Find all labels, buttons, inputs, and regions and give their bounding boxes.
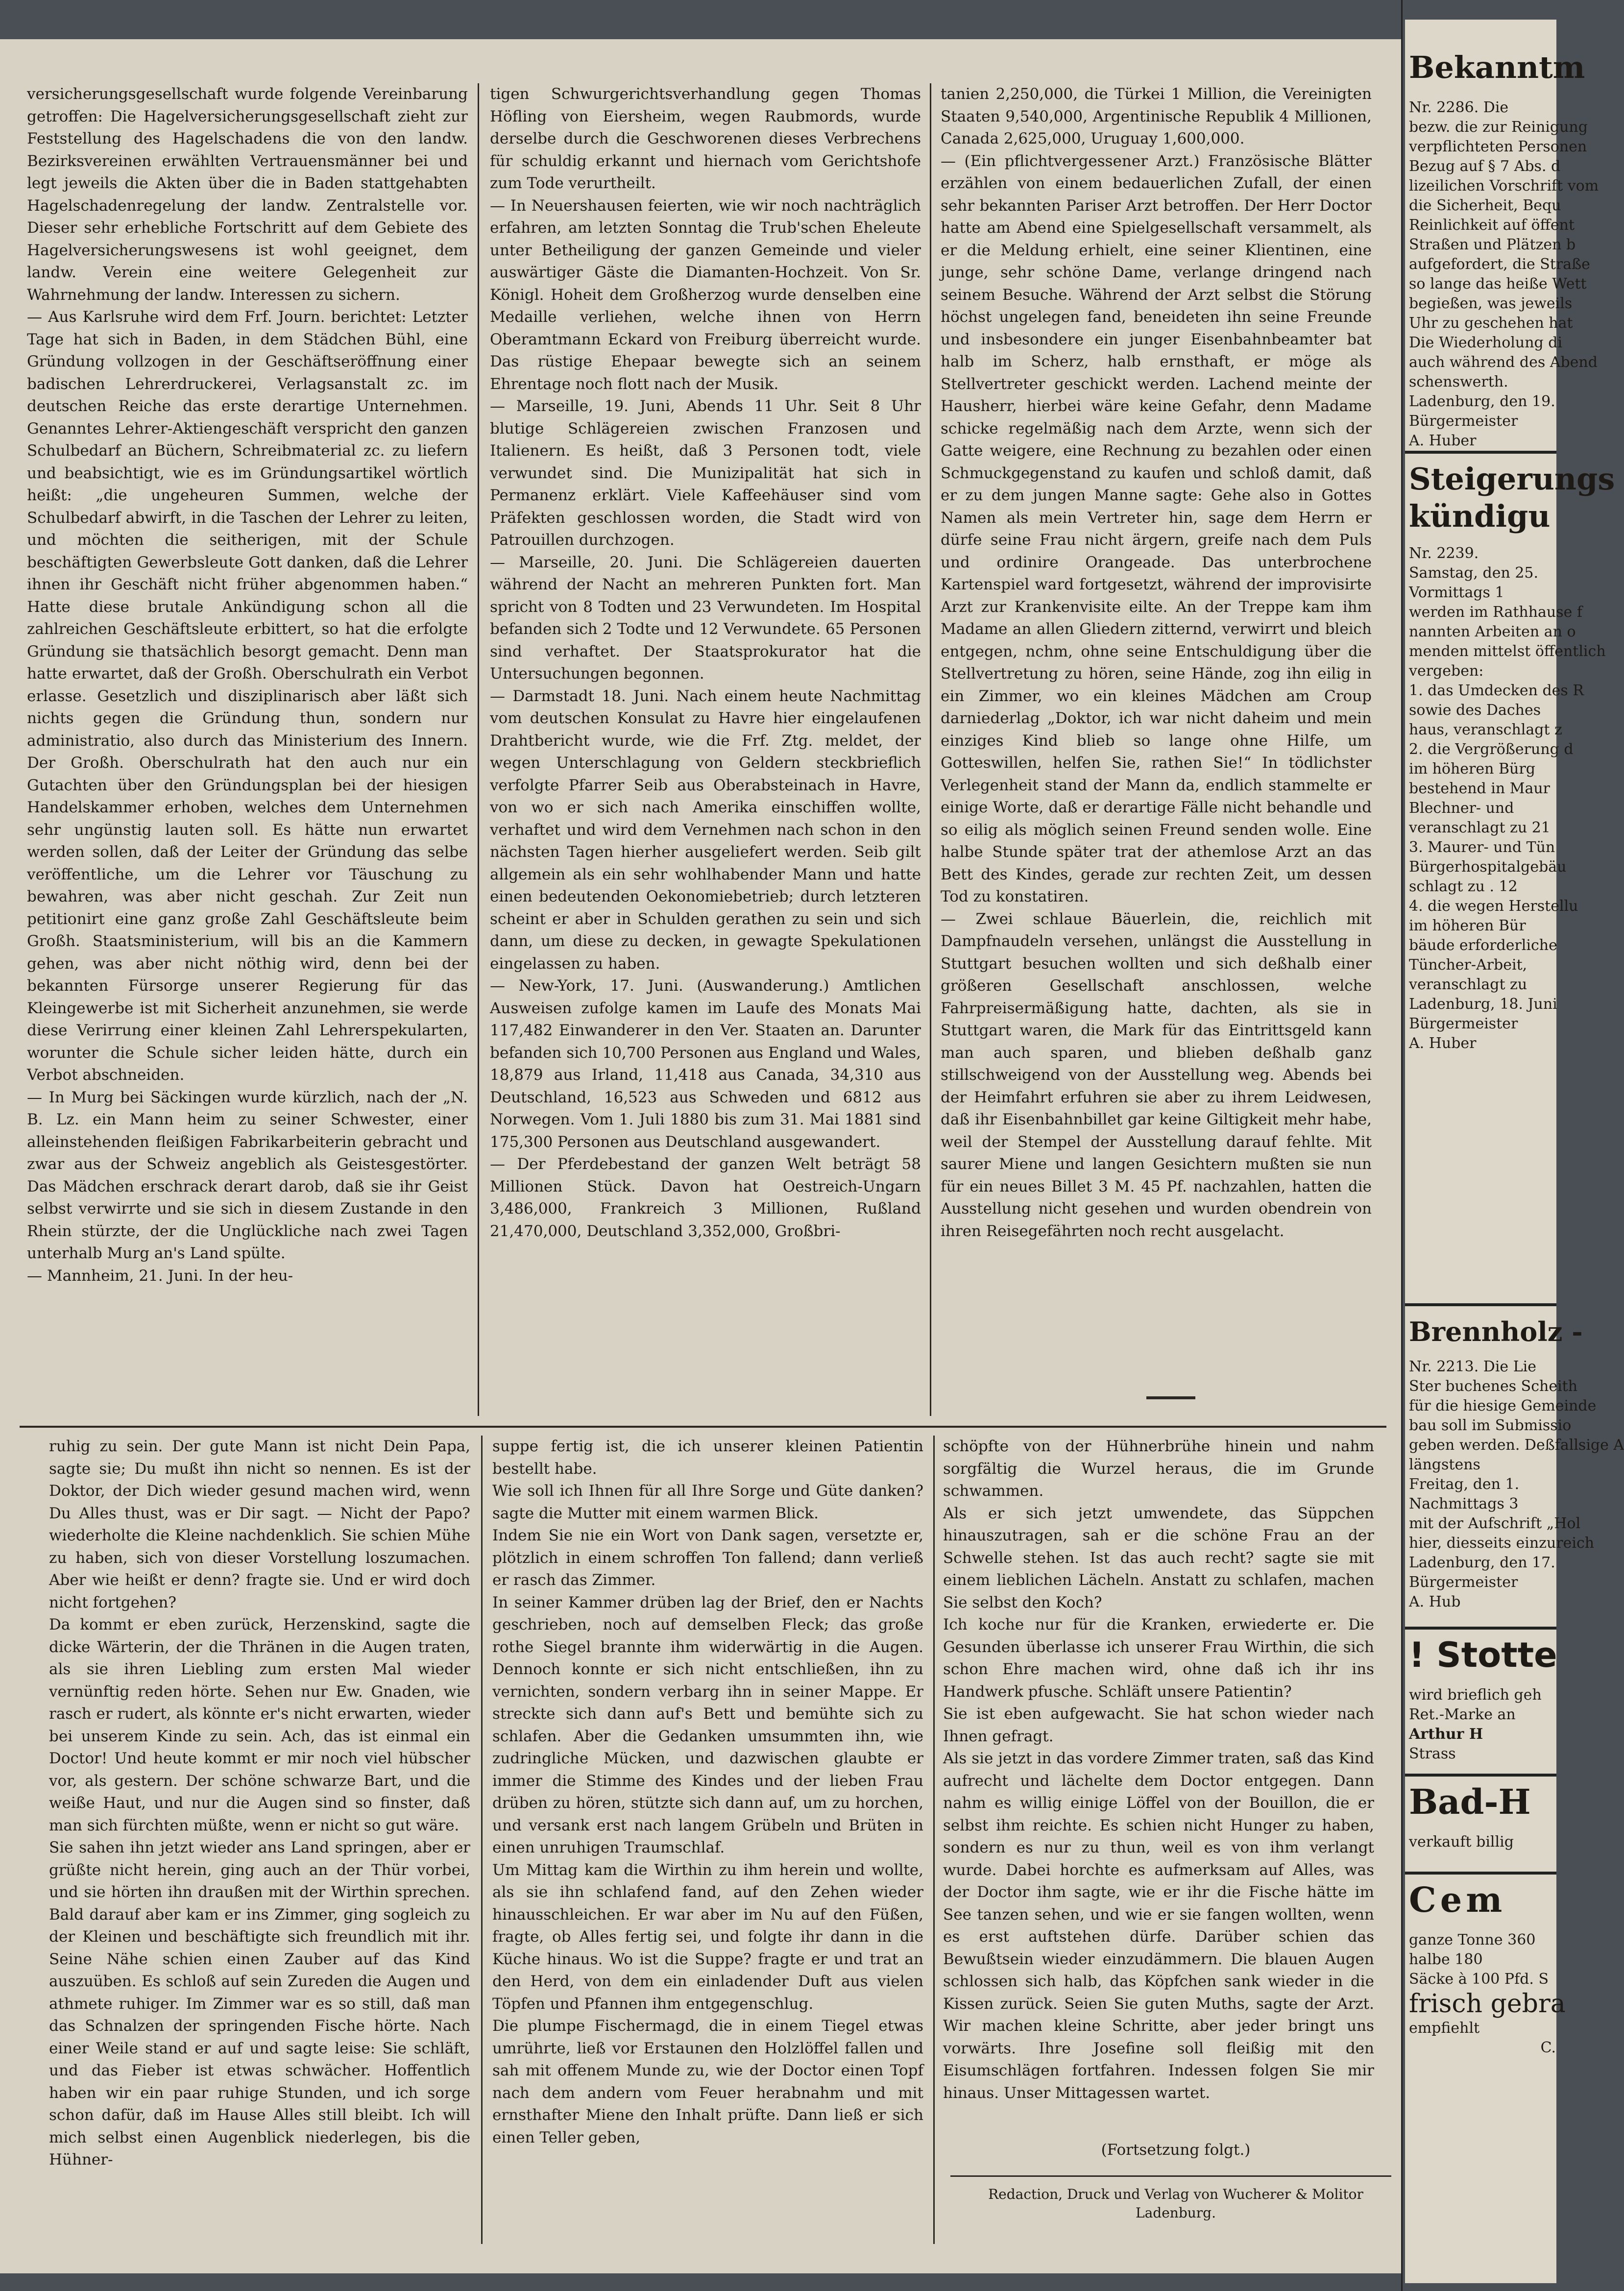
- article-paragraph: — (Ein pflichtvergessener Arzt.) Französische Blätter erzählen von einem bedauerlichen Zufall, der einen sehr bekannten Pariser Arzt betroffen. Der Herr Doctor hatte am Abend eine Spielgesellschaft versammelt, als er die Meldung erhielt, eine seiner Klientinen, eine junge, sehr schöne Dame, verlange dringend nach seinem Besuche. Während der Arzt selbst die Störung höchst ungelegen fand, beneideten ihn seine Freunde und insbesondere ein junger Eisenbahnbeamter bat halb im Scherz, halb ernsthaft, er möge als Stellvertreter geschickt werden. Lachend meinte der Hausherr, hierbei wäre keine Gefahr, denn Madame schicke regelmäßig nach dem Arzte, wenn sich der Gatte weigere, eine Rechnung zu bezahlen oder einen Schmuckgegenstand zu kaufen und schloß damit, daß er zu dem jungen Manne sagte: Gehe also in Gottes Namen als mein Vertreter hin, sage dem Herrn er dürfe seine Frau nicht ärgern, greife nach dem Puls und ordinire Orangeade. Das unterbrochene Kartenspiel ward fortgesetzt, während der improvisirte Arzt zur Krankenvisite eilte. An der Treppe kam ihm Madame an allen Gliedern zitternd, verwirrt und bleich entgegen, nchm, ohne seine Entschuldigung über die Stellvertretung zu hören, seine Hände, zog ihn eilig in ein Zimmer, wo ein kleines Mädchen am Croup darniederlag „Doktor, ich war nicht daheim und mein einziges Kind blieb so lange ohne Hilfe, um Gotteswillen, helfen Sie, rathen Sie!“ In tödlichster Verlegenheit stand der Mann da, endlich stammelte er einige Worte, daß er derartige Fälle nicht behandle und so eilig als möglich seinen Freund senden wolle. Eine halbe Stunde später trat der athemlose Arzt an das Bett des Kindes, gerade zur rechten Zeit, um dessen Tod zu konstatiren.: [941, 152, 1372, 905]
- column-divider: [481, 1436, 483, 2244]
- story-paragraph: ruhig zu sein. Der gute Mann ist nicht Dein Papa, sagte sie; Du mußt ihn nicht so nennen. Es ist der Doktor, der Dich wieder gesund machen wird, wenn Du Alles thust, was er Dir sagt. — Nicht der Papo? wiederholte die Kleine nachdenklich. Sie schien Mühe zu haben, sich von dieser Vorstellung loszumachen. Aber wie heißt er denn? fragte sie. Und er wird doch nicht fortgehen?: [49, 1438, 470, 1611]
- ad-body: wird brieflich geh Ret.-Marke an Arthur H Strass: [1409, 1686, 1542, 1762]
- article-paragraph: — Aus Karlsruhe wird dem Frf. Journ. berichtet: Letzter Tage hat sich in Baden, in dem Städchen Bühl, eine Gründung vollzogen in der Geschäftseröffnung einer badischen Lehrerdruckerei, Verlagsanstalt zc. im deutschen Reiche das erste derartige Unternehmen. Genanntes Lehrer-Aktiengeschäft verspricht den ganzen Schulbedarf an Büchern, Schreibmaterial zc. zu liefern und beabsichtigt, wie es im Gründungsartikel wörtlich heißt: „die ungeheuren Summen, welche der Schulbedarf abwirft, in die Taschen der Lehrer zu leiten, und möchten die seitherigen, mit der Schule beschäftigten Gewerbsleute Gott danken, daß die Lehrer ihnen ihr Geschäft nicht früher abgenommen haben.“ Hatte diese brutale Ankündigung schon all die zahlreichen Geschäftsleute erbittert, so hat die erfolgte Gründung sie thatsächlich besorgt gemacht. Denn man hatte erwartet, daß der Großh. Oberschulrath ein Verbot erlasse. Gesetzlich und disziplinarisch aber läßt sich nichts gegen die Gründung thun, sondern nur administratio, also durch das Ministerium des Innern. Der Großh. Oberschulrath hat den auch nur ein Gutachten über den Gründungsplan bei der hiesigen Handelskammer erhoben, welches dem Unternehmen sehr ungünstig lauten soll. Es hätte nun erwartet werden sollen, daß der Leiter der Gründung das selbe veröffentliche, um die Lehrer vor Täuschung zu bewahren, was aber nicht geschah. Zur Zeit nun petitionirt eine ganz große Zahl Geschäftsleute beim Großh. Staatsministerium, will bis an die Kammern gehen, was aber nicht nöthig wird, denn bei der bekannten Fürsorge unserer Regierung für das Kleingewerbe ist mit Sicherheit anzunehmen, sie werde diese Verirrung einer kleinen Zahl Lehrerspekularten, worunter die Schule sicher leiden hätte, durch ein Verbot abschneiden.: [27, 308, 468, 1084]
- column-bottom-2: [492, 1436, 923, 2264]
- story-paragraph: Indem Sie nie ein Wort von Dank sagen, versetzte er, plötzlich in einem schroffen Ton fallend; dann verließ er rasch das Zimmer.: [492, 1527, 923, 1589]
- article-paragraph: — Marseille, 20. Juni. Die Schlägereien dauerten während der Nacht an mehreren Punkten fort. Man spricht von 8 Todten und 23 Verwundeten. Im Hospital befanden sich 2 Todte und 12 Verwundete. 65 Personen sind verhaftet. Der Staatsprokurator hat die Untersuchungen begonnen.: [490, 553, 921, 682]
- ad-border: [1405, 451, 1556, 454]
- story-paragraph: Die plumpe Fischermagd, die in einem Tiegel etwas umrührte, ließ vor Erstaunen den Holzlöffel fallen und sah mit offenem Munde zu, wie der Doctor einen Topf nach dem andern vom Feuer herabnahm und mit ernsthafter Miene den Inhalt prüfte. Dann ließ er sich einen Teller geben,: [492, 2017, 923, 2146]
- notice-heading: Steigerungs kündigu: [1409, 461, 1615, 534]
- notice-body: Nr. 2286. Die bezw. die zur Reinigung verpflichteten Personen Bezug auf § 7 Abs. d lizeilichen Vorschrift vom die Sicherheit, Bequ Reinlichkeit auf öffent Straßen und Plätzen b aufgefordert, die Straße so lange das heiße Wett begießen, was jeweils Uhr zu geschehen hat Die Wiederholung di auch während des Abend schenswerth. Ladenburg, den 19. Bürgermeister A. Huber: [1409, 99, 1599, 449]
- notice-heading: Brennholz -: [1409, 1316, 1583, 1347]
- column-bottom-3: [943, 1436, 1374, 2131]
- article-paragraph: — Marseille, 19. Juni, Abends 11 Uhr. Seit 8 Uhr blutige Schlägereien zwischen Franzosen und Italienern. Es heißt, daß 3 Personen todt, viele verwundet sind. Die Munizipalität hat sich in Permanenz erklärt. Viele Kaffeehäuser sind vom Präfekten geschlossen worden, die Stadt wird von Patrouillen durchzogen.: [490, 397, 921, 549]
- story-paragraph: Da kommt er eben zurück, Herzenskind, sagte die dicke Wärterin, der die Thränen in die Augen traten, als sie ihren Liebling zum ersten Mal wieder vernünftig reden hörte. Sehen nur Ew. Gnaden, wie rasch er rudert, als könnte er's nicht erwarten, wieder bei unserem Kinde zu sein. Ach, das ist einmal ein Doctor! Und heute kommt er mir noch viel hübscher vor, als gestern. Der schöne schwarze Bart, und die weiße Haut, und nur die Augen sind so finster, daß man sich fürchten müßte, wenn er nicht so gut wäre.: [49, 1616, 470, 1834]
- story-paragraph: Sie sahen ihn jetzt wieder ans Land springen, aber er grüßte nicht herein, ging auch an der Thür vorbei, und sie hörten ihn draußen mit der Wirthin sprechen. Bald darauf aber kam er ins Zimmer, ging sogleich zu der Kleinen und beschäftigte sich freundlich mit ihr. Seine Nähe schien einen Zauber auf das Kind auszuüben. Es schloß auf sein Zureden die Augen und athmete ruhiger. Im Zimmer war es so still, daß man das Schnalzen der springenden Fische hörte. Nach einer Weile stand er auf und sagte leise: Sie schläft, und das Fieber ist etwas schwächer. Hoffentlich haben wir ein paar ruhige Stunden, und ich sorge schon dafür, daß im Hause Alles still bleibt. Ich will mich selbst einen Augenblick niederlegen, bis die Hühner-: [49, 1839, 470, 2169]
- notice-heading: Bekanntm: [1409, 49, 1585, 85]
- story-paragraph: schöpfte von der Hühnerbrühe hinein und nahm sorgfältig die Wurzel heraus, die im Grunde schwammen.: [943, 1438, 1374, 1500]
- notice-body: Nr. 2239. Samstag, den 25. Vormittags 1 werden im Rathhause f nannten Arbeiten an o menden mittelst öffentlich vergeben: 1. das Umdecken des R sowie des Daches haus, veranschlagt z 2. die Vergrößerung d im höheren Bürg bestehend in Maur Blechner- und veranschlagt zu 21 3. Maurer- und Tün Bürgerhospitalgebäu schlagt zu . 12 4. die wegen Herstellu im höheren Bür bäude erforderliche Tüncher-Arbeit, veranschlagt zu Ladenburg, 18. Juni Bürgermeister A. Huber: [1409, 545, 1606, 1052]
- article-paragraph: — Zwei schlaue Bäuerlein, die, reichlich mit Dampfnaudeln versehen, unlängst die Ausstellung in Stuttgart besuchen wollten und sich deßhalb einer größeren Gesellschaft anschlossen, welche Fahrpreisermäßigung hatte, dachten, als sie in Stuttgart waren, die Mark für das Eintrittsgeld kann man auch sparen, und blieben deßhalb ganz stillschweigend von der Ausstellung weg. Abends bei der Heimfahrt erfuhren sie aber zu ihrem Leidwesen, daß ihr Eisenbahnbillet gar keine Giltigkeit mehr habe, weil der Stempel der Ausstellung darauf fehlte. Mit saurer Miene und langen Gesichtern mußten sie nun für ein neues Billet 3 M. 45 Pf. nachzahlen, hatten die Ausstellung nicht gesehen und wurden obendrein von ihren Reisegefährten noch recht ausgelacht.: [941, 910, 1372, 1240]
- binding-gutter: [1401, 0, 1403, 2291]
- article-paragraph: — In Neuershausen feierten, wie wir noch nachträglich erfahren, am letzten Sonntag die Trub'schen Eheleute unter Betheiligung der ganzen Gemeinde und vieler auswärtiger Gäste die Diamanten-Hochzeit. Von Sr. Königl. Hoheit dem Großherzog wurde denselben eine Medaille verliehen, welche ihnen von Herrn Oberamtmann Eckard von Freiburg überreicht wurde. Das rüstige Ehepaar bewegte sich an seinem Ehrentage noch flott nach der Musik.: [490, 196, 921, 393]
- article-paragraph: versicherungsgesellschaft wurde folgende Vereinbarung getroffen: Die Hagelversicherungsgesellschaft zieht zur Feststellung des Hagelschadens die von den landw. Bezirksvereinen erwählten Vertrauensmänner bei und legt jeweils die Akten über die in Baden stattgehabten Hagelschadenregelung der landw. Zentralstelle vor. Dieser sehr erhebliche Fortschritt auf dem Gebiete des Hagelversicherungswesens ist wohl geeignet, dem landw. Verein eine weitere Gelegenheit zur Wahrnehmung der landw. Interessen zu sichern.: [27, 85, 468, 304]
- newspaper-page: [0, 39, 1401, 2273]
- article-paragraph: tigen Schwurgerichtsverhandlung gegen Thomas Höfling von Eiersheim, wegen Raubmords, wurde derselbe durch die Geschworenen dieses Verbrechens für schuldig erkannt und hiernach vom Gerichtshofe zum Tode verurtheilt.: [490, 85, 921, 192]
- imprint-line: Redaction, Druck und Verlag von Wucherer & Molitor: [988, 2186, 1363, 2202]
- column-divider: [930, 83, 931, 1416]
- story-paragraph: Als er sich jetzt umwendete, das Süppchen hinauszutragen, sah er die schöne Frau an der Schwelle stehen. Ist das auch recht? sagte sie mit einem lieblichen Lächeln. Anstatt zu schlafen, machen Sie selbst den Koch?: [943, 1504, 1374, 1611]
- ad-heading: Cem: [1409, 1879, 1506, 1920]
- column-divider: [933, 1436, 935, 2244]
- story-paragraph: Als sie jetzt in das vordere Zimmer traten, saß das Kind aufrecht und lächelte dem Doctor entgegen. Dann nahm es willig einige Löffel von der Bouillon, die er selbst ihm reichte. Es schien nicht Hunger zu haben, sondern es nur zu thun, weil es von ihm verlangt wurde. Dabei horchte es aufmerksam auf Alles, was der Doctor ihm sagte, wie er ihr die Fische hätte im See tanzen sehen, und wie er sie fangen wollten, wenn es erst auftstehen dürfe. Darüber schien das Bewußtsein wieder einzudämmern. Die blauen Augen schlossen sich halb, das Köpfchen sank wieder in die Kissen zurück. Seien Sie guten Muths, sagte der Arzt. Wir machen kleine Schritte, aber jeder bringt uns vorwärts. Ihre Josefine soll fleißig mit den Eisumschlägen fortfahren. Indessen folgen Sie mir hinaus. Unser Mittagessen wartet.: [943, 1750, 1374, 2102]
- article-paragraph: — Darmstadt 18. Juni. Nach einem heute Nachmittag vom deutschen Konsulat zu Havre hier eingelaufenen Drahtbericht wurde, wie die Frf. Ztg. meldet, der wegen Unterschlagung von Geldern steckbrieflich verfolgte Pfarrer Seib aus Oberabsteinach in Havre, von wo er sich nach Amerika einschiffen wollte, verhaftet und wird dem Vernehmen nach schon in den nächsten Tagen hierher ausgeliefert werden. Seib gilt allgemein als ein sehr wohlhabender Mann und hatte einen bedeutenden Oekonomiebetrieb; durch letzteren scheint er aber in Schulden gerathen zu sein und sich dann, um diese zu decken, in gewagte Spekulationen eingelassen zu haben.: [490, 687, 921, 973]
- column-bottom-1: [49, 1436, 470, 2264]
- ad-body: verkauft billig: [1409, 1833, 1514, 1851]
- story-paragraph: Um Mittag kam die Wirthin zu ihm herein und wollte, als sie ihn schlafend fand, auf den Zehen wieder hinausschleichen. Er war aber im Nu auf den Füßen, fragte, ob Alles fertig sei, und folgte ihr dann in die Küche hinaus. Wo ist die Suppe? fragte er und trat an den Herd, von dem ein einladender Duft aus vielen Töpfen und Pfannen ihm entgegenschlug.: [492, 1861, 923, 2013]
- article-paragraph: — In Murg bei Säckingen wurde kürzlich, nach der „N. B. Lz. ein Mann heim zu seiner Schwester, einer alleinstehenden fleißigen Fabrikarbeiterin gebracht und zwar aus der Schweiz angeblich als Geistesgestörter. Das Mädchen erschrack derart darob, daß sie ihr Geist selbst verwirrte und sie sich in diesem Zustande in den Rhein stürzte, der die Unglückliche nach zwei Tagen unterhalb Murg an's Land spülte.: [27, 1088, 468, 1262]
- story-paragraph: Sie ist eben aufgewacht. Sie hat schon wieder nach Ihnen gefragt.: [943, 1705, 1374, 1745]
- ad-border: [1405, 1303, 1556, 1306]
- footer-rule: [950, 2175, 1391, 2177]
- column-top-1: [27, 83, 468, 1421]
- adjacent-page-strip: [1405, 20, 1624, 2283]
- ad-border: [1405, 1872, 1556, 1875]
- story-paragraph: Wie soll ich Ihnen für all Ihre Sorge und Güte danken? sagte die Mutter mit einem warmen Blick.: [492, 1482, 923, 1522]
- ad-heading: Bad-H: [1409, 1781, 1531, 1822]
- imprint: [960, 2185, 1391, 2222]
- ad-border: [1405, 1627, 1556, 1630]
- story-paragraph: suppe fertig ist, die ich unserer kleinen Patientin bestellt habe.: [492, 1438, 923, 1478]
- imprint-place: Ladenburg.: [1136, 2205, 1216, 2221]
- continued-note: (Fortsetzung folgt.): [1101, 2141, 1251, 2159]
- ad-body: ganze Tonne 360 halbe 180 Säcke à 100 Pfd. S frisch gebra empfiehlt C.: [1409, 1931, 1566, 2056]
- article-paragraph: tanien 2,250,000, die Türkei 1 Million, die Vereinigten Staaten 9,540,000, Argentinische Republik 4 Millionen, Canada 2,625,000, Uruguay 1,600,000.: [941, 85, 1372, 147]
- ad-heading: ! Stotte: [1409, 1635, 1557, 1675]
- article-paragraph: — Der Pferdebestand der ganzen Welt beträgt 58 Millionen Stück. Davon hat Oestreich-Ungarn 3,486,000, Frankreich 3 Millionen, Rußland 21,470,000, Deutschland 3,352,000, Großbri-: [490, 1155, 921, 1240]
- column-top-2: [490, 83, 921, 1421]
- notice-body: Nr. 2213. Die Lie Ster buchenes Scheith für die hiesige Gemeinde bau soll im Submissio geben werden. Deßfallsige A längstens Freitag, den 1. Nachmittags 3 mit der Aufschrift „Hol hier, diesseits einzureich Ladenburg, den 17. Bürgermeister A. Hub: [1409, 1358, 1624, 1610]
- article-paragraph: — New-York, 17. Juni. (Auswanderung.) Amtlichen Ausweisen zufolge kamen im Laufe des Monats Mai 117,482 Einwanderer in den Ver. Staaten an. Darunter befanden sich 10,700 Personen aus England und Wales, 18,879 aus Irland, 11,418 aus Canada, 34,310 aus Deutschland, 16,523 aus Schweden und 6812 aus Norwegen. Vom 1. Juli 1880 bis zum 31. Mai 1881 sind 175,300 Personen aus Deutschland ausgewandert.: [490, 977, 921, 1151]
- article-paragraph: — Mannheim, 21. Juni. In der heu-: [27, 1267, 293, 1285]
- story-paragraph: Ich koche nur für die Kranken, erwiederte er. Die Gesunden überlasse ich unserer Frau Wirthin, die sich schon Ehre machen wird, ohne daß ich ihr ins Handwerk pfusche. Schläft unsere Patientin?: [943, 1616, 1374, 1701]
- column-divider: [478, 83, 479, 1416]
- ad-border: [1405, 1774, 1556, 1777]
- feuilleton-separator: [20, 1426, 1386, 1428]
- story-paragraph: In seiner Kammer drüben lag der Brief, den er Nachts geschrieben, noch auf demselben Fleck; das große rothe Siegel brannte ihm widerwärtig in die Augen. Dennoch konnte er sich nicht entschließen, ihn zu vernichten, sondern verbarg ihn in seiner Mappe. Er streckte sich dann auf's Bett und bemühte sich zu schlafen. Aber die Gedanken umsummten ihn, wie zudringliche Mücken, und dazwischen glaubte er immer die Stimme des Kindes und der lieben Frau drüben zu hören, stützte sich dann auf, um zu horchen, und versank erst nach langem Grübeln und Brüten in einen unruhigen Traumschlaf.: [492, 1593, 923, 1856]
- article-end-rule: [1146, 1396, 1195, 1399]
- column-top-3: [941, 83, 1372, 1377]
